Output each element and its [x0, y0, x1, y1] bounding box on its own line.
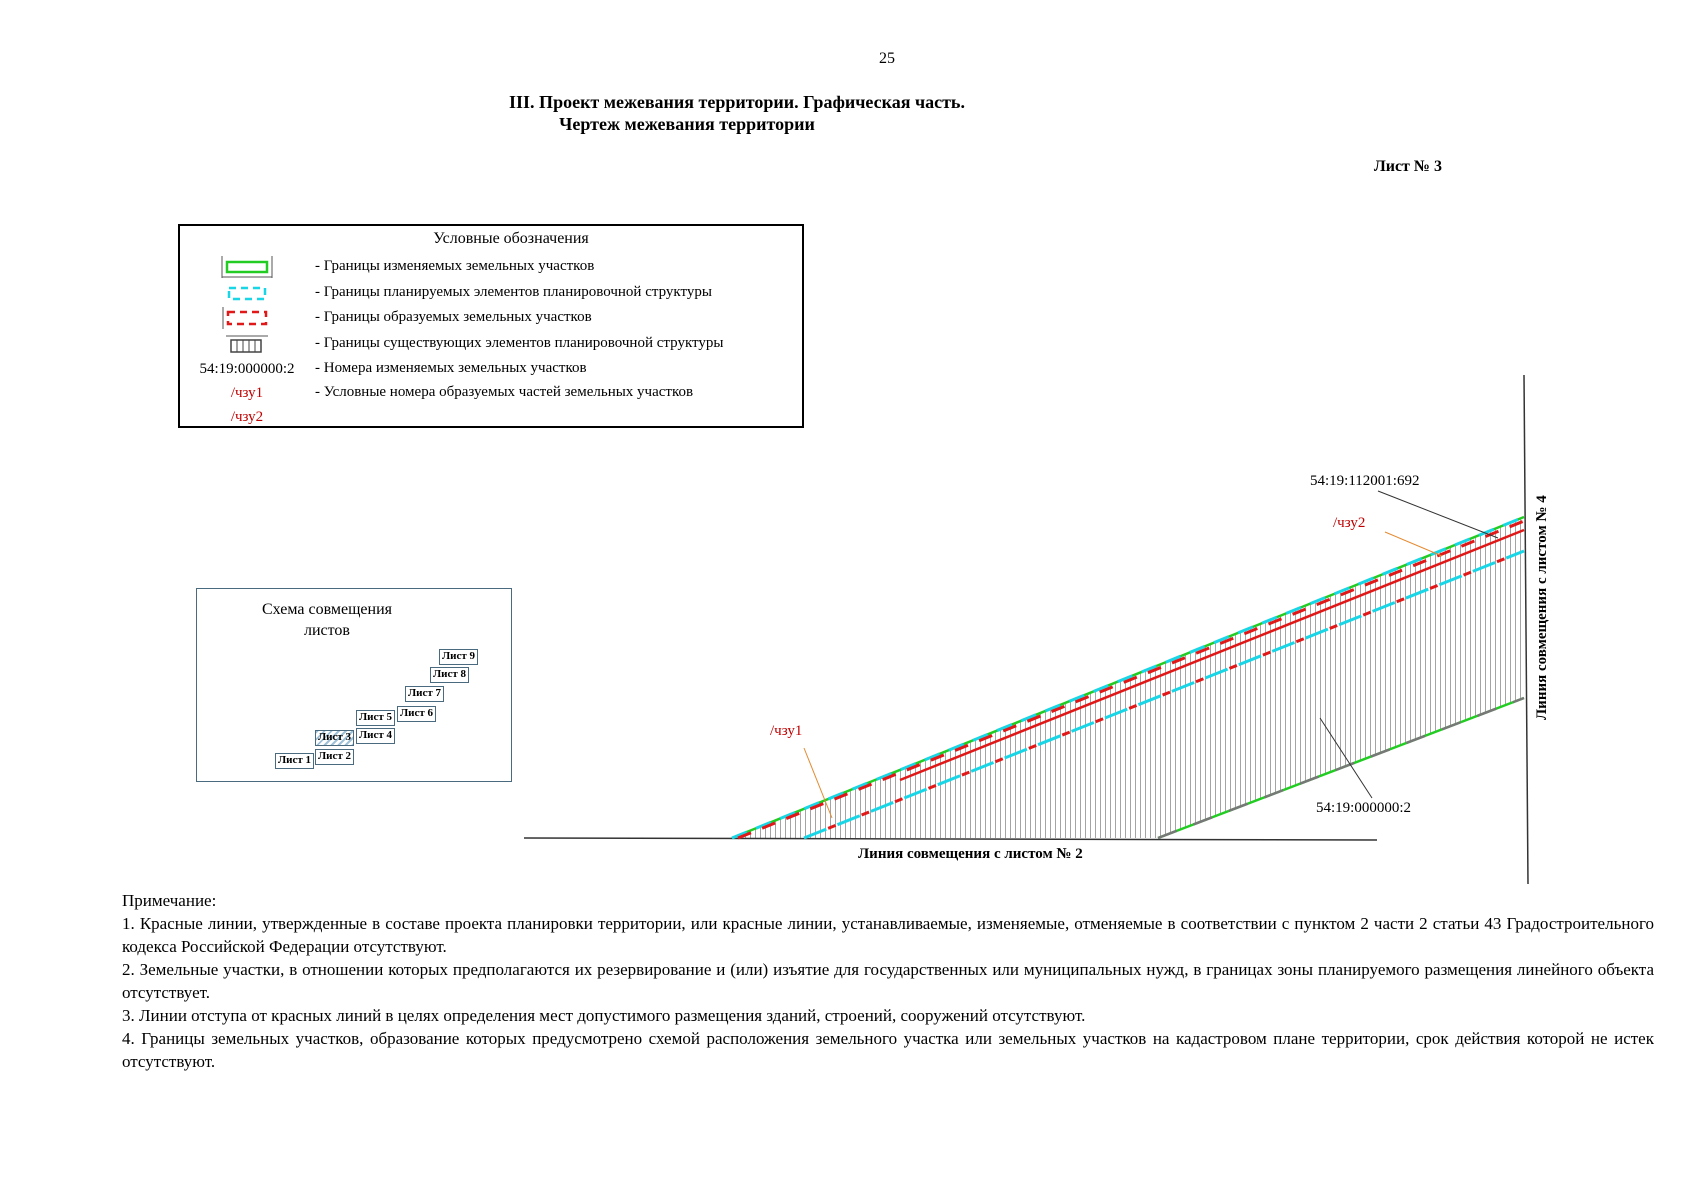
scheme-sheet-8: Лист 8 — [430, 667, 469, 683]
scheme-sheet-7: Лист 7 — [405, 686, 444, 702]
page-subtitle: Чертеж межевания территории — [559, 114, 815, 134]
label-parcel-main: 54:19:000000:2 — [1316, 800, 1412, 816]
note-1: 1. Красные линии, утвержденные в составе проекта планировки территории, или красные линии, устанавливаемые, изменяемые, отменяемые в соответствии с пунктом 2 части 2 статьи 43 Градостроительного кодекса Российской Федерации отсутствуют. — [122, 914, 1654, 956]
legend-symbol-text: /чзу2 — [230, 408, 264, 425]
legend-item-text: - Номера изменяемых земельных участков — [315, 360, 587, 376]
legend-item-text: - Границы существующих элементов планировочной структуры — [315, 335, 724, 351]
legend-item-text: - Границы образуемых земельных участков — [315, 309, 592, 325]
legend-symbol-text: /чзу1 — [230, 384, 264, 401]
junction-line-bottom — [524, 838, 1377, 840]
sheet-number-label: Лист № 3 — [1373, 158, 1442, 175]
legend-item-text: - Условные номера образуемых частей земельных участков — [315, 384, 694, 400]
note-3: 3. Линии отступа от красных линий в целях определения мест допустимого размещения зданий, строений, сооружений отсутствуют. — [122, 1006, 1086, 1025]
label-part-2: /чзу2 — [1333, 515, 1366, 531]
scheme-sheet-6: Лист 6 — [397, 706, 436, 722]
notes — [122, 889, 1654, 1073]
legend-title: Условные обозначения — [433, 230, 589, 247]
scheme-sheet-1: Лист 1 — [275, 753, 314, 769]
scheme-sheet-2: Лист 2 — [315, 749, 354, 765]
scheme-sheet-5: Лист 5 — [356, 710, 395, 726]
page-number: 25 — [879, 50, 895, 67]
scheme-sheet-4: Лист 4 — [356, 728, 395, 744]
scheme-title: Схема совмещения листов — [261, 601, 392, 639]
scheme-sheet-9: Лист 9 — [439, 649, 478, 665]
legend-symbol-text: 54:19:000000:2 — [199, 360, 295, 377]
leader-parcel-top — [1378, 491, 1498, 538]
note-4: 4. Границы земельных участков, образование которых предусмотрено схемой расположения земельного участка или земельных участков на кадастровом плане территории, срок действия которой не истек отсутствуют. — [122, 1029, 1654, 1071]
legend-item-text: - Границы планируемых элементов планировочной структуры — [315, 284, 712, 300]
page-title: III. Проект межевания территории. Графическая часть. — [509, 92, 965, 112]
junction-line-right — [1524, 375, 1528, 884]
scheme-sheet-3-current: Лист 3 — [315, 730, 354, 746]
leader-part-2 — [1385, 532, 1442, 556]
notes-heading: Примечание: — [122, 891, 217, 910]
label-part-1: /чзу1 — [770, 723, 803, 739]
label-junction-right: Линия совмещения с листом № 4 — [1534, 495, 1550, 720]
label-parcel-top: 54:19:112001:692 — [1310, 473, 1420, 489]
legend-item-text: - Границы изменяемых земельных участков — [315, 258, 595, 274]
note-2: 2. Земельные участки, в отношении которых предполагаются их резервирование и (или) изъятие для государственных или муниципальных нужд, в границах зоны планируемого размещения линейного объекта отсутствует. — [122, 960, 1654, 1002]
label-junction-bottom: Линия совмещения с листом № 2 — [858, 846, 1083, 862]
